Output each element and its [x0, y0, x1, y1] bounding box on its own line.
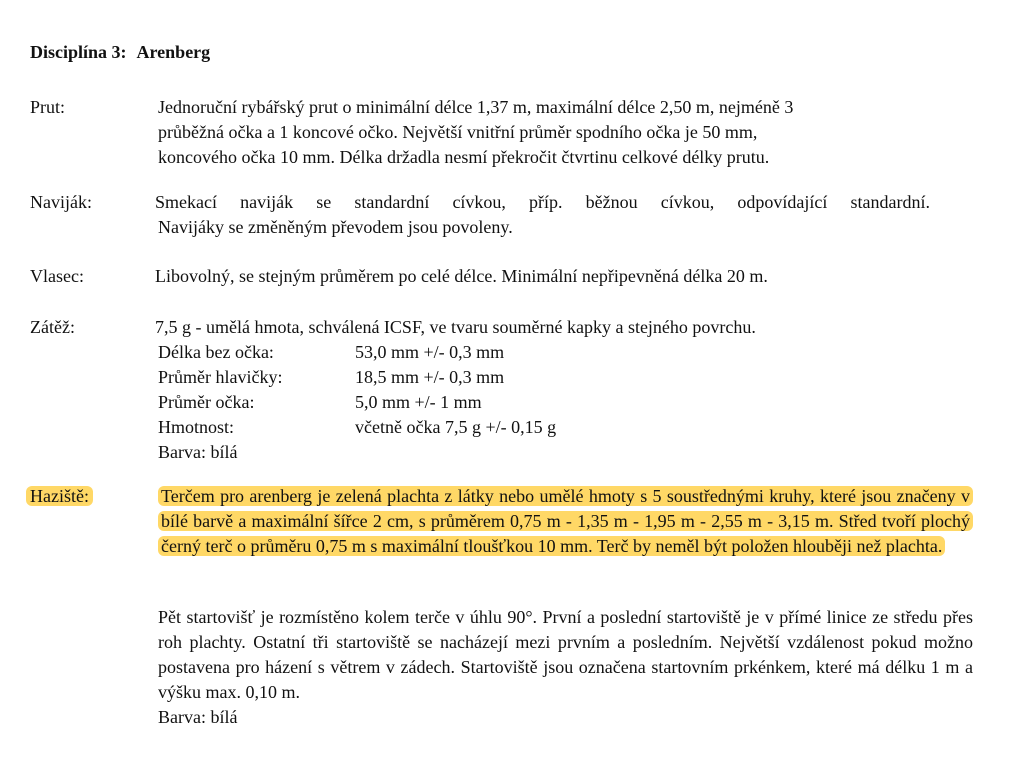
discipline-number: Disciplína 3:	[30, 42, 127, 62]
spec-key: Hmotnost:	[158, 417, 235, 437]
prut-line-2: průběžná očka a 1 koncové očko. Největší vnitřní průměr spodního očka je 50 mm,	[158, 122, 758, 142]
haziste-label-text: Haziště:	[26, 486, 93, 506]
haziste-paragraph	[158, 605, 973, 705]
vlasec-label: Vlasec:	[30, 266, 84, 286]
spec-key: Průměr hlavičky:	[158, 367, 283, 387]
haziste-color: Barva: bílá	[158, 707, 238, 727]
navijak-line-1: Smekací naviják se standardní cívkou, příp. běžnou cívkou, odpovídající standardní.	[155, 192, 930, 212]
spec-row	[158, 340, 556, 365]
spec-key: Délka bez očka:	[158, 342, 274, 362]
startoviste-text: Pět startovišť je rozmístěno kolem terče v úhlu 90°. První a poslední startoviště je v přímé linice ze středu přes roh plachty. Ostatní tři startoviště se nacházejí mezi prvním a posledním. Největší vzdálenost pokud možno postavena pro házení s větrem v zádech. Startoviště jsou označena startovním prkénkem, které má délku 1 m a výšku max. 0,10 m.	[158, 607, 973, 702]
prut-line-1: Jednoruční rybářský prut o minimální délce 1,37 m, maximální délce 2,50 m, nejméně 3	[158, 97, 794, 117]
navijak-description	[155, 190, 930, 240]
prut-label: Prut:	[30, 97, 66, 117]
zatez-label: Zátěž:	[30, 317, 75, 337]
prut-description	[158, 95, 793, 170]
section-title	[30, 40, 210, 65]
prut-line-3: koncového očka 10 mm. Délka držadla nesmí překročit čtvrtinu celkové délky prutu.	[158, 147, 770, 167]
haziste-label	[30, 484, 93, 509]
highlighted-text: Terčem pro arenberg je zelená plachta z látky nebo umělé hmoty s 5 soustřednými kruhy, které jsou značeny v bílé barvě a maximální šířce 2 cm, s průměrem 0,75 m - 1,35 m - 1,95 m - 2,55 m - 3,15 m. Střed tvoří plochý černý terč o průměru 0,75 m s maximální tloušťkou 10 mm. Terč by neměl být položen hlouběji než plachta.	[158, 486, 973, 556]
spec-value: 53,0 mm +/- 0,3 mm	[355, 342, 505, 362]
spec-row	[158, 390, 556, 415]
zatez-intro: 7,5 g - umělá hmota, schválená ICSF, ve tvaru souměrné kapky a stejného povrchu.	[155, 317, 756, 337]
zatez-specs	[158, 340, 556, 465]
spec-value: 5,0 mm +/- 1 mm	[355, 392, 482, 412]
spec-value: včetně očka 7,5 g +/- 0,15 g	[355, 417, 557, 437]
haziste-highlighted-block	[158, 484, 973, 559]
spec-value: 18,5 mm +/- 0,3 mm	[355, 367, 505, 387]
discipline-name: Arenberg	[136, 42, 211, 62]
spec-row	[158, 365, 556, 390]
spec-row	[158, 415, 556, 440]
navijak-line-2: Navijáky se změněným převodem jsou povoleny.	[158, 217, 513, 237]
vlasec-description: Libovolný, se stejným průměrem po celé délce. Minimální nepřipevněná délka 20 m.	[155, 266, 768, 286]
spec-key: Průměr očka:	[158, 392, 255, 412]
zatez-color: Barva: bílá	[158, 442, 238, 462]
navijak-label: Naviják:	[30, 192, 92, 212]
